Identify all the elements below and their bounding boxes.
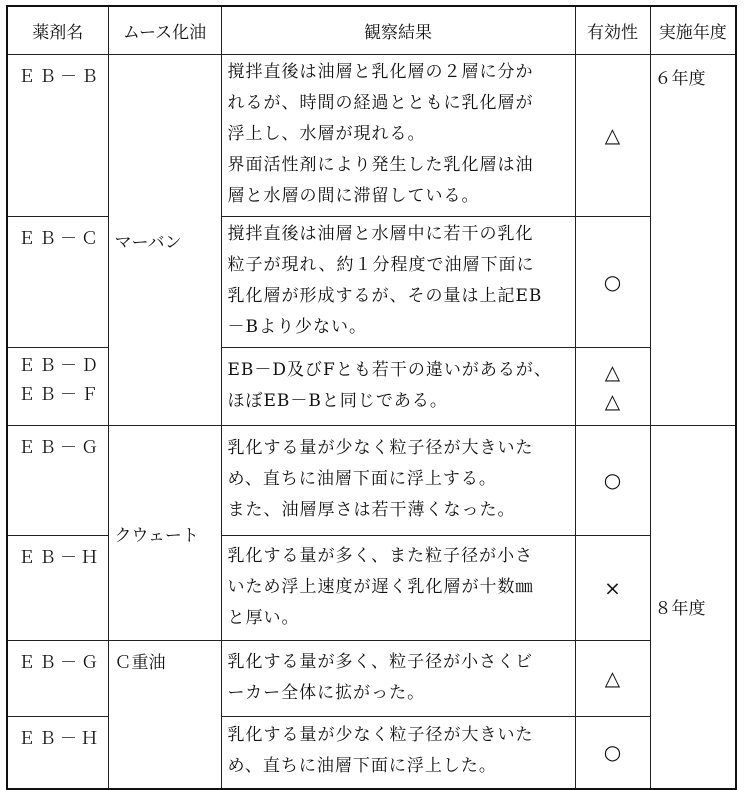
effectiveness-cell <box>575 426 650 536</box>
observation-cell <box>221 641 575 717</box>
observation-line: ーカー全体に拡がった。 <box>227 682 426 703</box>
agent-name: ＥＢ－Ｈ <box>18 548 102 568</box>
table-row <box>7 641 736 717</box>
agent-name-cell <box>7 348 108 426</box>
observation-line: 粒子が現れ、約１分程度で油層下面に <box>227 255 535 275</box>
oil-name: Ｃ重油 <box>114 653 166 673</box>
effectiveness-mark: △ <box>604 123 621 147</box>
agent-name-cell <box>7 641 108 717</box>
observation-line: 乳化する量が多く、粒子径が小さくビ <box>227 651 534 672</box>
effectiveness-cell <box>575 217 650 348</box>
observation-line: 撹拌直後は油層と乳化層の２層に分か <box>227 62 534 82</box>
header-observation: 観察結果 <box>221 6 575 55</box>
effectiveness-mark: △ <box>604 388 621 413</box>
effectiveness-cell <box>575 348 650 426</box>
header-effectiveness: 有効性 <box>575 6 650 55</box>
observation-line: －Bより少ない。 <box>227 317 367 337</box>
results-table <box>6 5 737 790</box>
effectiveness-mark: × <box>604 575 621 600</box>
effectiveness-cell <box>575 641 650 717</box>
observation-line: EB－D及びFとも若干の違いがあるが、 <box>227 359 552 380</box>
header-year: 実施年度 <box>650 6 736 55</box>
effectiveness-mark: ○ <box>603 739 622 764</box>
table-row <box>7 55 736 217</box>
observation-cell <box>221 217 575 348</box>
agent-name-cell <box>7 536 108 641</box>
agent-name-cell <box>7 217 108 348</box>
observation-line: ほぼEB－Bと同じである。 <box>227 390 448 411</box>
observation-cell <box>221 348 575 426</box>
observation-line: 層と水層の間に滞留している。 <box>227 186 480 206</box>
oil-name: クウェート <box>114 525 199 546</box>
observation-line: 界面活性剤により発生した乳化層は油 <box>227 155 534 175</box>
effectiveness-mark: △ <box>604 666 621 690</box>
observation-line: れるが、時間の経過とともに乳化層が <box>227 93 534 113</box>
observation-cell <box>221 426 575 536</box>
observation-line: 乳化する量が多く、また粒子径が小さ <box>227 545 534 566</box>
effectiveness-mark: ○ <box>603 269 622 294</box>
agent-name: ＥＢ－Ｃ <box>18 229 102 249</box>
observation-line: 乳化する量が少なく粒子径が大きいた <box>227 438 534 458</box>
header-row <box>7 6 736 55</box>
observation-line: め、直ちに油層下面に浮上する。 <box>227 469 497 489</box>
observation-cell <box>221 536 575 641</box>
agent-name: ＥＢ－Ｇ <box>18 438 102 458</box>
agent-name-cell <box>7 55 108 217</box>
observation-cell <box>221 55 575 217</box>
observation-line: また、油層厚さは若干薄くなった。 <box>227 500 516 520</box>
agent-name: ＥＢ－Ｄ <box>18 356 102 376</box>
header-agent-name: 薬剤名 <box>7 6 108 55</box>
year-label: ６年度 <box>654 69 706 89</box>
observation-line: 浮上し、水層が現れる。 <box>227 124 426 144</box>
agent-name: ＥＢ－Ｈ <box>18 729 102 749</box>
agent-name: ＥＢ－Ｇ <box>18 653 102 673</box>
header-mousse-oil: ムース化油 <box>108 6 221 55</box>
year-cell <box>650 426 736 789</box>
agent-name: ＥＢ－Ｂ <box>18 67 102 87</box>
effectiveness-mark: ○ <box>603 468 622 492</box>
observation-cell <box>221 717 575 789</box>
observation-line: 乳化層が形成するが、その量は上記EB <box>227 286 543 306</box>
table-row <box>7 426 736 536</box>
observation-line: と厚い。 <box>227 607 300 628</box>
effectiveness-cell <box>575 717 650 789</box>
effectiveness-mark: △ <box>604 359 621 384</box>
observation-line: いため浮上速度が遅く乳化層が十数㎜ <box>227 576 534 597</box>
effectiveness-cell <box>575 55 650 217</box>
oil-cell <box>108 55 221 426</box>
effectiveness-cell <box>575 536 650 641</box>
year-cell <box>650 55 736 426</box>
oil-cell <box>108 426 221 641</box>
year-label: ８年度 <box>654 599 706 620</box>
observation-line: 撹拌直後は油層と水層中に若干の乳化 <box>227 224 534 244</box>
oil-name: マーバン <box>114 232 182 253</box>
observation-line: 乳化する量が少なく粒子径が大きいた <box>227 725 534 746</box>
agent-name-cell <box>7 717 108 789</box>
agent-name: ＥＢ－Ｆ <box>18 385 102 405</box>
observation-line: め、直ちに油層下面に浮上した。 <box>227 756 497 777</box>
oil-cell <box>108 641 221 789</box>
agent-name-cell <box>7 426 108 536</box>
